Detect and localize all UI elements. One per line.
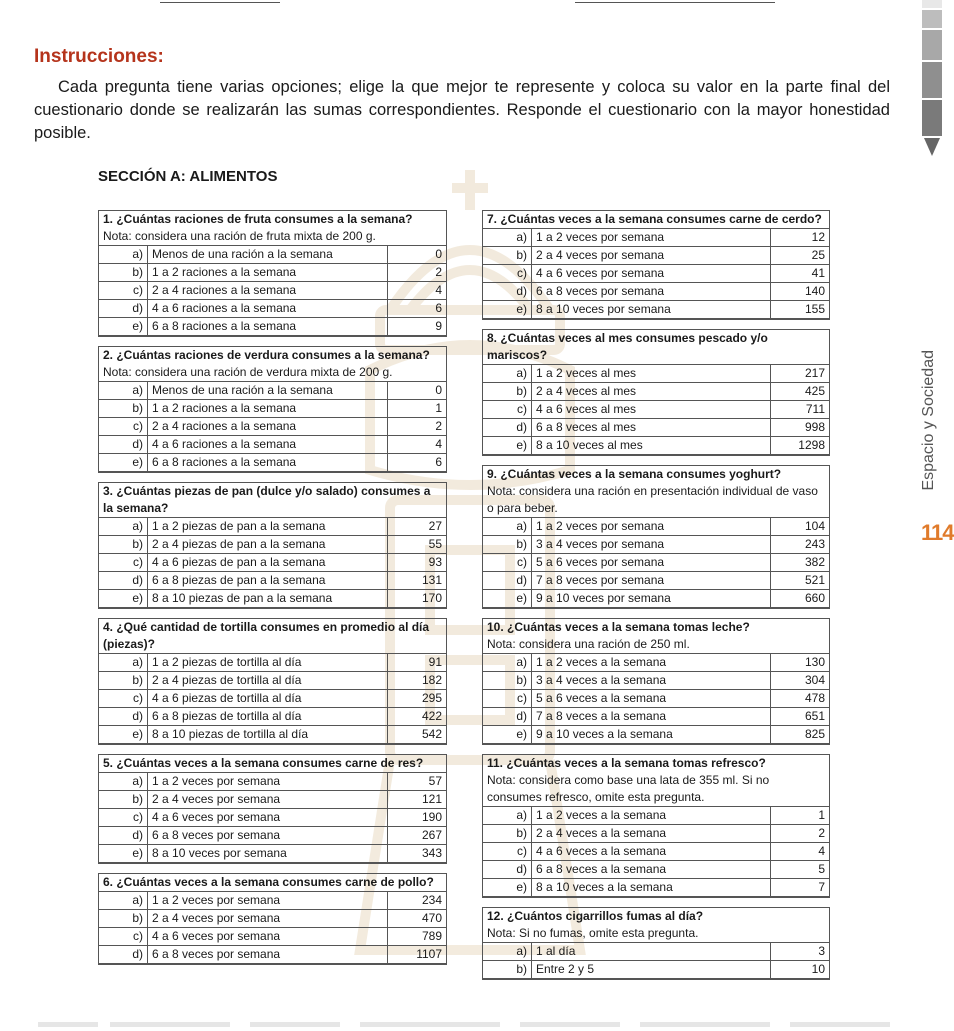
options-table: [482, 653, 830, 744]
option-label: 9 a 10 veces a la semana: [532, 726, 771, 744]
question-title: 3. ¿Cuántas piezas de pan (dulce y/o salado) consumes a la semana?: [98, 483, 447, 517]
option-value: 660: [771, 590, 830, 608]
option-label: 2 a 4 piezas de tortilla al día: [148, 672, 388, 690]
option-value: 304: [771, 672, 830, 690]
option-value: 182: [388, 672, 447, 690]
option-row: [483, 961, 830, 979]
question-note: Nota: considera una ración de 250 ml.: [482, 636, 830, 653]
option-letter: a): [483, 365, 532, 383]
option-value: 4: [771, 843, 830, 861]
option-row: [483, 726, 830, 744]
option-label: 6 a 8 veces por semana: [532, 283, 771, 301]
option-value: 422: [388, 708, 447, 726]
option-letter: e): [99, 454, 148, 472]
question-block: [98, 482, 447, 609]
question-note: Nota: considera una ración de fruta mixta de 200 g.: [98, 228, 447, 245]
option-value: 267: [388, 827, 447, 845]
option-value: 825: [771, 726, 830, 744]
option-label: 7 a 8 veces por semana: [532, 572, 771, 590]
option-letter: c): [483, 401, 532, 419]
option-row: [99, 690, 447, 708]
option-letter: c): [483, 265, 532, 283]
option-row: [483, 825, 830, 843]
question-block: [482, 465, 830, 609]
option-row: [99, 654, 447, 672]
option-row: [99, 436, 447, 454]
bottom-text-fragment: [0, 1018, 950, 1031]
option-letter: b): [99, 910, 148, 928]
question-note: Nota: Si no fumas, omite esta pregunta.: [482, 925, 830, 942]
option-label: 8 a 10 veces al mes: [532, 437, 771, 455]
option-row: [483, 283, 830, 301]
option-value: 12: [771, 229, 830, 247]
option-row: [99, 910, 447, 928]
option-value: 478: [771, 690, 830, 708]
option-letter: e): [99, 590, 148, 608]
option-value: 1: [771, 807, 830, 825]
option-value: 10: [771, 961, 830, 979]
options-table: [98, 772, 447, 863]
option-value: 1: [388, 400, 447, 418]
option-label: 2 a 4 veces al mes: [532, 383, 771, 401]
option-row: [483, 247, 830, 265]
option-letter: d): [483, 419, 532, 437]
option-letter: b): [99, 264, 148, 282]
option-value: 6: [388, 300, 447, 318]
option-label: 8 a 10 veces a la semana: [532, 879, 771, 897]
option-label: 1 a 2 veces por semana: [148, 892, 388, 910]
option-row: [483, 572, 830, 590]
option-letter: d): [99, 300, 148, 318]
option-value: 91: [388, 654, 447, 672]
option-letter: a): [99, 246, 148, 264]
question-title: 6. ¿Cuántas veces a la semana consumes carne de pollo?: [98, 874, 447, 891]
option-label: 8 a 10 piezas de pan a la semana: [148, 590, 388, 608]
option-value: 470: [388, 910, 447, 928]
option-row: [483, 807, 830, 825]
question-block: [482, 907, 830, 980]
option-row: [99, 572, 447, 590]
option-row: [99, 382, 447, 400]
question-title: 10. ¿Cuántas veces a la semana tomas leche?: [482, 619, 830, 636]
option-label: 4 a 6 veces a la semana: [532, 843, 771, 861]
option-letter: e): [99, 726, 148, 744]
option-row: [99, 264, 447, 282]
option-row: [99, 791, 447, 809]
section-title: SECCIÓN A: ALIMENTOS: [98, 168, 278, 185]
option-row: [483, 590, 830, 608]
option-label: 4 a 6 raciones a la semana: [148, 436, 388, 454]
option-letter: e): [483, 437, 532, 455]
question-block: [98, 346, 447, 473]
option-letter: e): [483, 590, 532, 608]
option-value: 7: [771, 879, 830, 897]
option-label: 2 a 4 piezas de pan a la semana: [148, 536, 388, 554]
option-label: 1 al día: [532, 943, 771, 961]
option-value: 190: [388, 809, 447, 827]
option-label: Menos de una ración a la semana: [148, 246, 388, 264]
option-label: 6 a 8 piezas de tortilla al día: [148, 708, 388, 726]
option-letter: a): [483, 807, 532, 825]
option-row: [483, 654, 830, 672]
option-letter: a): [99, 773, 148, 791]
option-letter: d): [99, 827, 148, 845]
question-block: [98, 754, 447, 864]
option-letter: c): [483, 554, 532, 572]
option-label: 5 a 6 veces por semana: [532, 554, 771, 572]
option-row: [483, 229, 830, 247]
option-row: [99, 454, 447, 472]
option-row: [483, 690, 830, 708]
option-value: 521: [771, 572, 830, 590]
options-table: [482, 806, 830, 897]
option-letter: d): [99, 946, 148, 964]
option-row: [99, 928, 447, 946]
option-label: 6 a 8 veces por semana: [148, 946, 388, 964]
option-value: 2: [771, 825, 830, 843]
question-note: Nota: considera como base una lata de 355 ml. Si no consumes refresco, omite esta pregunta.: [482, 772, 830, 806]
option-row: [99, 708, 447, 726]
option-letter: b): [99, 791, 148, 809]
option-letter: d): [483, 283, 532, 301]
option-letter: c): [99, 554, 148, 572]
options-table: [98, 653, 447, 744]
option-label: 3 a 4 veces por semana: [532, 536, 771, 554]
option-label: 2 a 4 veces a la semana: [532, 825, 771, 843]
option-row: [99, 892, 447, 910]
option-row: [483, 265, 830, 283]
option-label: 1 a 2 raciones a la semana: [148, 264, 388, 282]
question-note: Nota: considera una ración en presentación individual de vaso o para beber.: [482, 483, 830, 517]
option-letter: b): [483, 383, 532, 401]
option-label: 2 a 4 veces por semana: [532, 247, 771, 265]
option-row: [99, 590, 447, 608]
option-label: 4 a 6 raciones a la semana: [148, 300, 388, 318]
option-value: 170: [388, 590, 447, 608]
options-table: [98, 891, 447, 964]
option-row: [99, 536, 447, 554]
option-label: 3 a 4 veces a la semana: [532, 672, 771, 690]
question-title: 1. ¿Cuántas raciones de fruta consumes a la semana?: [98, 211, 447, 228]
option-value: 234: [388, 892, 447, 910]
option-letter: c): [99, 928, 148, 946]
option-label: 9 a 10 veces por semana: [532, 590, 771, 608]
option-value: 2: [388, 264, 447, 282]
option-label: Menos de una ración a la semana: [148, 382, 388, 400]
question-title: 7. ¿Cuántas veces a la semana consumes carne de cerdo?: [482, 211, 830, 228]
option-letter: b): [483, 961, 532, 979]
option-label: 2 a 4 veces por semana: [148, 791, 388, 809]
options-table: [98, 381, 447, 472]
options-table: [482, 942, 830, 979]
option-value: 343: [388, 845, 447, 863]
option-value: 1298: [771, 437, 830, 455]
option-letter: d): [483, 572, 532, 590]
option-value: 217: [771, 365, 830, 383]
question-title: 4. ¿Qué cantidad de tortilla consumes en promedio al día (piezas)?: [98, 619, 447, 653]
instructions-heading: Instrucciones:: [34, 46, 164, 67]
option-row: [483, 554, 830, 572]
options-table: [482, 228, 830, 319]
top-rule-right: [575, 2, 775, 3]
question-block: [482, 329, 830, 456]
option-label: 4 a 6 veces por semana: [148, 809, 388, 827]
option-label: 1 a 2 veces por semana: [532, 229, 771, 247]
option-value: 295: [388, 690, 447, 708]
option-label: 1 a 2 veces al mes: [532, 365, 771, 383]
option-label: 6 a 8 raciones a la semana: [148, 318, 388, 336]
option-letter: c): [99, 690, 148, 708]
option-letter: b): [483, 825, 532, 843]
option-letter: a): [483, 229, 532, 247]
option-row: [99, 827, 447, 845]
option-row: [99, 246, 447, 264]
questions-left-column: [98, 210, 447, 974]
option-value: 2: [388, 418, 447, 436]
option-row: [99, 400, 447, 418]
option-letter: a): [483, 943, 532, 961]
options-table: [482, 364, 830, 455]
option-letter: e): [483, 726, 532, 744]
option-letter: a): [99, 382, 148, 400]
option-label: 4 a 6 veces al mes: [532, 401, 771, 419]
option-label: 7 a 8 veces a la semana: [532, 708, 771, 726]
option-letter: c): [99, 282, 148, 300]
option-row: [99, 300, 447, 318]
option-value: 382: [771, 554, 830, 572]
option-label: 8 a 10 veces por semana: [148, 845, 388, 863]
option-value: 4: [388, 282, 447, 300]
option-label: 1 a 2 raciones a la semana: [148, 400, 388, 418]
option-label: 2 a 4 raciones a la semana: [148, 282, 388, 300]
option-letter: a): [483, 654, 532, 672]
option-letter: b): [483, 247, 532, 265]
option-letter: b): [99, 400, 148, 418]
option-row: [99, 518, 447, 536]
questions-right-column: [482, 210, 830, 989]
question-title: 5. ¿Cuántas veces a la semana consumes carne de res?: [98, 755, 447, 772]
option-row: [483, 419, 830, 437]
option-label: 1 a 2 veces a la semana: [532, 807, 771, 825]
option-row: [483, 943, 830, 961]
option-row: [483, 861, 830, 879]
option-row: [483, 672, 830, 690]
instructions-text: Cada pregunta tiene varias opciones; elige la que mejor te represente y coloca su valor en la parte final del cuestionario donde se realizarán las sumas correspondientes. Responde el cuestionario con la mayor honestidad posible.: [34, 78, 890, 142]
option-label: 6 a 8 veces al mes: [532, 419, 771, 437]
option-letter: b): [483, 672, 532, 690]
option-label: 4 a 6 piezas de tortilla al día: [148, 690, 388, 708]
option-row: [483, 365, 830, 383]
option-label: 2 a 4 veces por semana: [148, 910, 388, 928]
option-label: 6 a 8 veces a la semana: [532, 861, 771, 879]
option-label: Entre 2 y 5: [532, 961, 771, 979]
option-letter: a): [99, 654, 148, 672]
option-row: [99, 726, 447, 744]
option-letter: e): [483, 301, 532, 319]
option-row: [483, 518, 830, 536]
option-value: 57: [388, 773, 447, 791]
option-label: 6 a 8 raciones a la semana: [148, 454, 388, 472]
option-label: 1 a 2 piezas de pan a la semana: [148, 518, 388, 536]
option-letter: e): [99, 318, 148, 336]
option-letter: d): [483, 708, 532, 726]
option-value: 140: [771, 283, 830, 301]
option-label: 6 a 8 piezas de pan a la semana: [148, 572, 388, 590]
option-value: 651: [771, 708, 830, 726]
question-block: [98, 210, 447, 337]
option-label: 8 a 10 veces por semana: [532, 301, 771, 319]
option-row: [99, 554, 447, 572]
option-letter: d): [99, 572, 148, 590]
option-row: [99, 418, 447, 436]
option-row: [483, 536, 830, 554]
option-letter: d): [99, 708, 148, 726]
option-row: [99, 318, 447, 336]
question-block: [482, 618, 830, 745]
option-value: 130: [771, 654, 830, 672]
option-label: 6 a 8 veces por semana: [148, 827, 388, 845]
option-letter: d): [99, 436, 148, 454]
option-row: [99, 845, 447, 863]
option-label: 1 a 2 veces por semana: [532, 518, 771, 536]
option-letter: b): [483, 536, 532, 554]
question-block: [482, 754, 830, 898]
question-title: 12. ¿Cuántos cigarrillos fumas al día?: [482, 908, 830, 925]
option-letter: e): [483, 879, 532, 897]
option-label: 4 a 6 veces por semana: [532, 265, 771, 283]
question-block: [98, 618, 447, 745]
option-value: 9: [388, 318, 447, 336]
option-row: [483, 708, 830, 726]
option-letter: c): [99, 418, 148, 436]
option-value: 0: [388, 246, 447, 264]
option-value: 1107: [388, 946, 447, 964]
color-gradient-strip: [922, 0, 942, 160]
option-value: 425: [771, 383, 830, 401]
question-title: 2. ¿Cuántas raciones de verdura consumes a la semana?: [98, 347, 447, 364]
option-row: [483, 879, 830, 897]
option-value: 25: [771, 247, 830, 265]
side-label: Espacio y Sociedad: [920, 350, 937, 491]
option-row: [483, 843, 830, 861]
option-value: 3: [771, 943, 830, 961]
option-label: 1 a 2 piezas de tortilla al día: [148, 654, 388, 672]
question-title: 9. ¿Cuántas veces a la semana consumes yoghurt?: [482, 466, 830, 483]
option-letter: a): [99, 892, 148, 910]
option-value: 5: [771, 861, 830, 879]
option-row: [483, 401, 830, 419]
option-value: 41: [771, 265, 830, 283]
option-label: 1 a 2 veces a la semana: [532, 654, 771, 672]
option-value: 6: [388, 454, 447, 472]
question-title: 8. ¿Cuántas veces al mes consumes pescado y/o mariscos?: [482, 330, 830, 364]
option-value: 93: [388, 554, 447, 572]
option-value: 27: [388, 518, 447, 536]
option-value: 789: [388, 928, 447, 946]
option-row: [99, 282, 447, 300]
option-row: [483, 383, 830, 401]
option-value: 104: [771, 518, 830, 536]
option-letter: a): [483, 518, 532, 536]
option-row: [99, 946, 447, 964]
option-label: 1 a 2 veces por semana: [148, 773, 388, 791]
option-value: 0: [388, 382, 447, 400]
option-value: 998: [771, 419, 830, 437]
option-value: 243: [771, 536, 830, 554]
option-value: 155: [771, 301, 830, 319]
option-label: 5 a 6 veces a la semana: [532, 690, 771, 708]
question-block: [482, 210, 830, 320]
question-note: Nota: considera una ración de verdura mixta de 200 g.: [98, 364, 447, 381]
option-value: 121: [388, 791, 447, 809]
option-letter: c): [99, 809, 148, 827]
option-label: 8 a 10 piezas de tortilla al día: [148, 726, 388, 744]
option-letter: c): [483, 843, 532, 861]
option-value: 131: [388, 572, 447, 590]
option-row: [99, 809, 447, 827]
option-letter: b): [99, 536, 148, 554]
question-title: 11. ¿Cuántas veces a la semana tomas refresco?: [482, 755, 830, 772]
option-value: 542: [388, 726, 447, 744]
option-row: [99, 672, 447, 690]
page-number: 114: [921, 520, 954, 545]
option-value: 55: [388, 536, 447, 554]
option-value: 711: [771, 401, 830, 419]
option-label: 4 a 6 piezas de pan a la semana: [148, 554, 388, 572]
question-block: [98, 873, 447, 965]
option-row: [99, 773, 447, 791]
option-row: [483, 301, 830, 319]
options-table: [98, 245, 447, 336]
option-letter: c): [483, 690, 532, 708]
option-letter: b): [99, 672, 148, 690]
option-letter: d): [483, 861, 532, 879]
option-letter: a): [99, 518, 148, 536]
top-rule-left: [160, 2, 280, 3]
option-row: [483, 437, 830, 455]
option-label: 4 a 6 veces por semana: [148, 928, 388, 946]
option-label: 2 a 4 raciones a la semana: [148, 418, 388, 436]
options-table: [482, 517, 830, 608]
option-value: 4: [388, 436, 447, 454]
options-table: [98, 517, 447, 608]
option-letter: e): [99, 845, 148, 863]
